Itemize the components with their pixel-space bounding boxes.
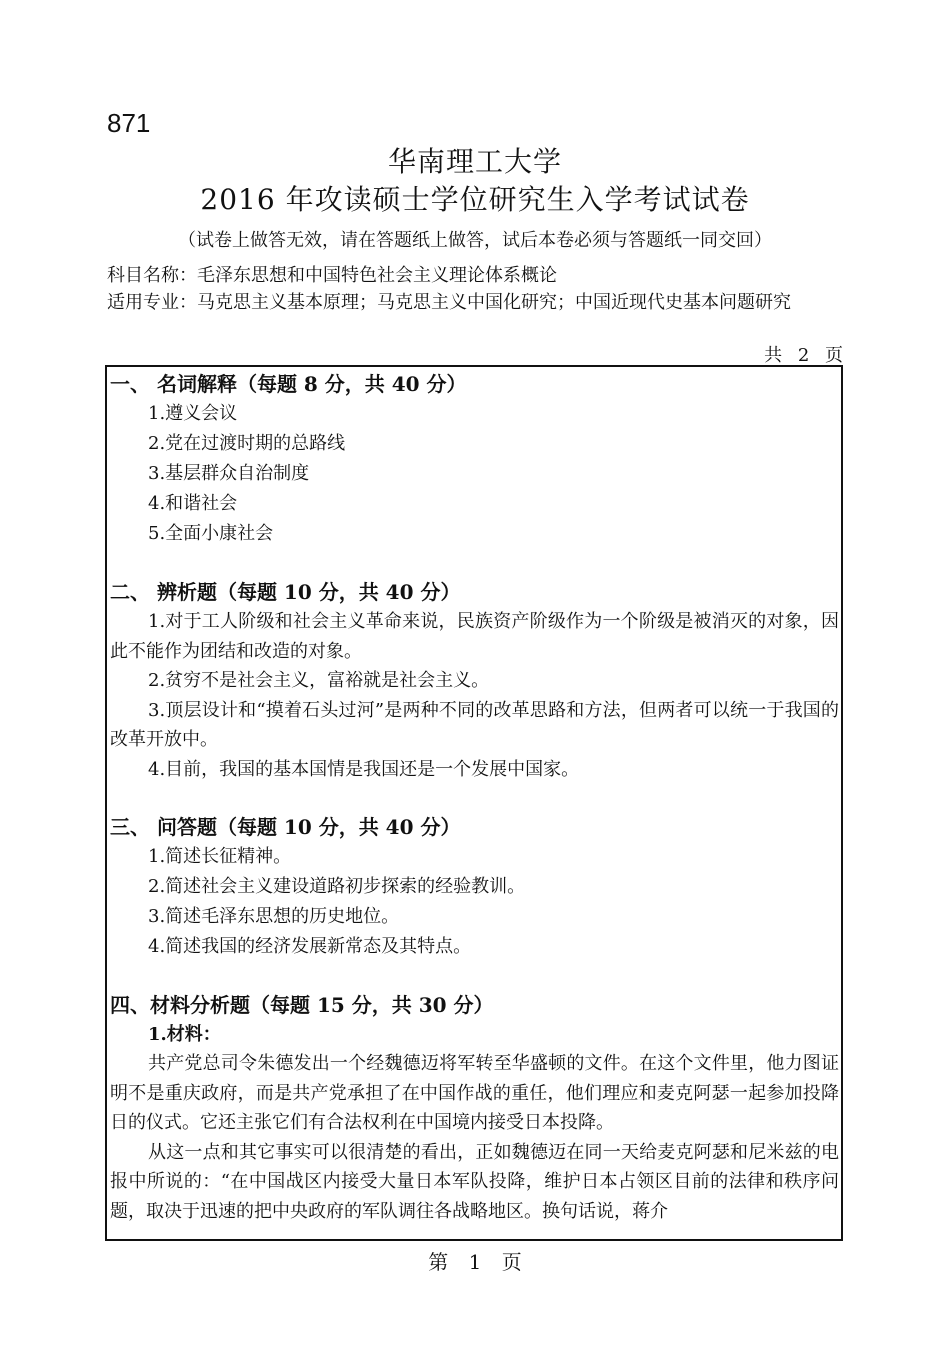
answer-notice: （试卷上做答无效，请在答题纸上做答，试后本卷必须与答题纸一同交回） <box>178 230 772 251</box>
section-3-heading: 三、 问答题（每题 10 分，共 40 分） <box>110 815 461 839</box>
section-2-item: 2.贫穷不是社会主义，富裕就是社会主义。 <box>148 670 490 691</box>
section-1-heading: 一、 名词解释（每题 8 分，共 40 分） <box>110 372 467 396</box>
section-3-item: 2.简述社会主义建设道路初步探索的经验教训。 <box>148 876 526 897</box>
exam-title: 2016 年攻读硕士学位研究生入学考试试卷 <box>200 183 750 216</box>
section-3-item: 1.简述长征精神。 <box>148 846 292 867</box>
material-paragraph: 从这一点和其它事实可以很清楚的看出，正如魏德迈在同一天给麦克阿瑟和尼米兹的电报中所说的：“在中国战区内接受大量日本军队投降，维护日本占领区目前的法律和秩序问题，取决于迅速的把中央政府的军队调往各战略地区。换句话说，蒋介 <box>110 1141 839 1222</box>
section-1-item: 3.基层群众自治制度 <box>148 463 310 484</box>
section-3-item: 4.简述我国的经济发展新常态及其特点。 <box>148 936 472 957</box>
university-name: 华南理工大学 <box>387 145 562 178</box>
section-4-heading: 四、材料分析题（每题 15 分，共 30 分） <box>110 993 494 1017</box>
question-content <box>107 367 841 1226</box>
material-1-label: 1.材料： <box>148 1024 221 1045</box>
section-1-item: 4.和谐社会 <box>148 493 238 514</box>
question-box <box>105 365 843 1241</box>
section-1-item: 1.遵义会议 <box>148 403 238 424</box>
section-1-item: 5.全面小康社会 <box>148 523 274 544</box>
section-2-item: 4.目前，我国的基本国情是我国还是一个发展中国家。 <box>148 758 580 780</box>
section-2-item: 3.顶层设计和“摸着石头过河”是两种不同的改革思路和方法，但两者可以统一于我国的改革开放中。 <box>110 699 839 750</box>
material-paragraph: 共产党总司令朱德发出一个经魏德迈将军转至华盛顿的文件。在这个文件里，他力图证明不是重庆政府，而是共产党承担了在中国作战的重任，他们理应和麦克阿瑟一起参加投降日的仪式。它还主张它们有合法权利在中国境内接受日本投降。 <box>110 1053 839 1133</box>
page-number: 第 1 页 <box>428 1250 522 1274</box>
section-gap <box>110 784 841 812</box>
section-2-heading: 二、 辨析题（每题 10 分，共 40 分） <box>110 580 461 604</box>
exam-code: 871 <box>107 108 151 138</box>
section-gap <box>110 962 841 990</box>
majors-line: 适用专业：马克思主义基本原理；马克思主义中国化研究；中国近现代史基本问题研究 <box>107 292 791 313</box>
section-3-item: 3.简述毛泽东思想的历史地位。 <box>148 906 400 927</box>
section-2-item: 1.对于工人阶级和社会主义革命来说，民族资产阶级作为一个阶级是被消灭的对象，因此不能作为团结和改造的对象。 <box>110 611 839 662</box>
total-pages: 共 2 页 <box>764 345 843 366</box>
section-1-item: 2.党在过渡时期的总路线 <box>148 433 346 454</box>
section-gap <box>110 549 841 577</box>
subject-line: 科目名称：毛泽东思想和中国特色社会主义理论体系概论 <box>107 265 557 286</box>
